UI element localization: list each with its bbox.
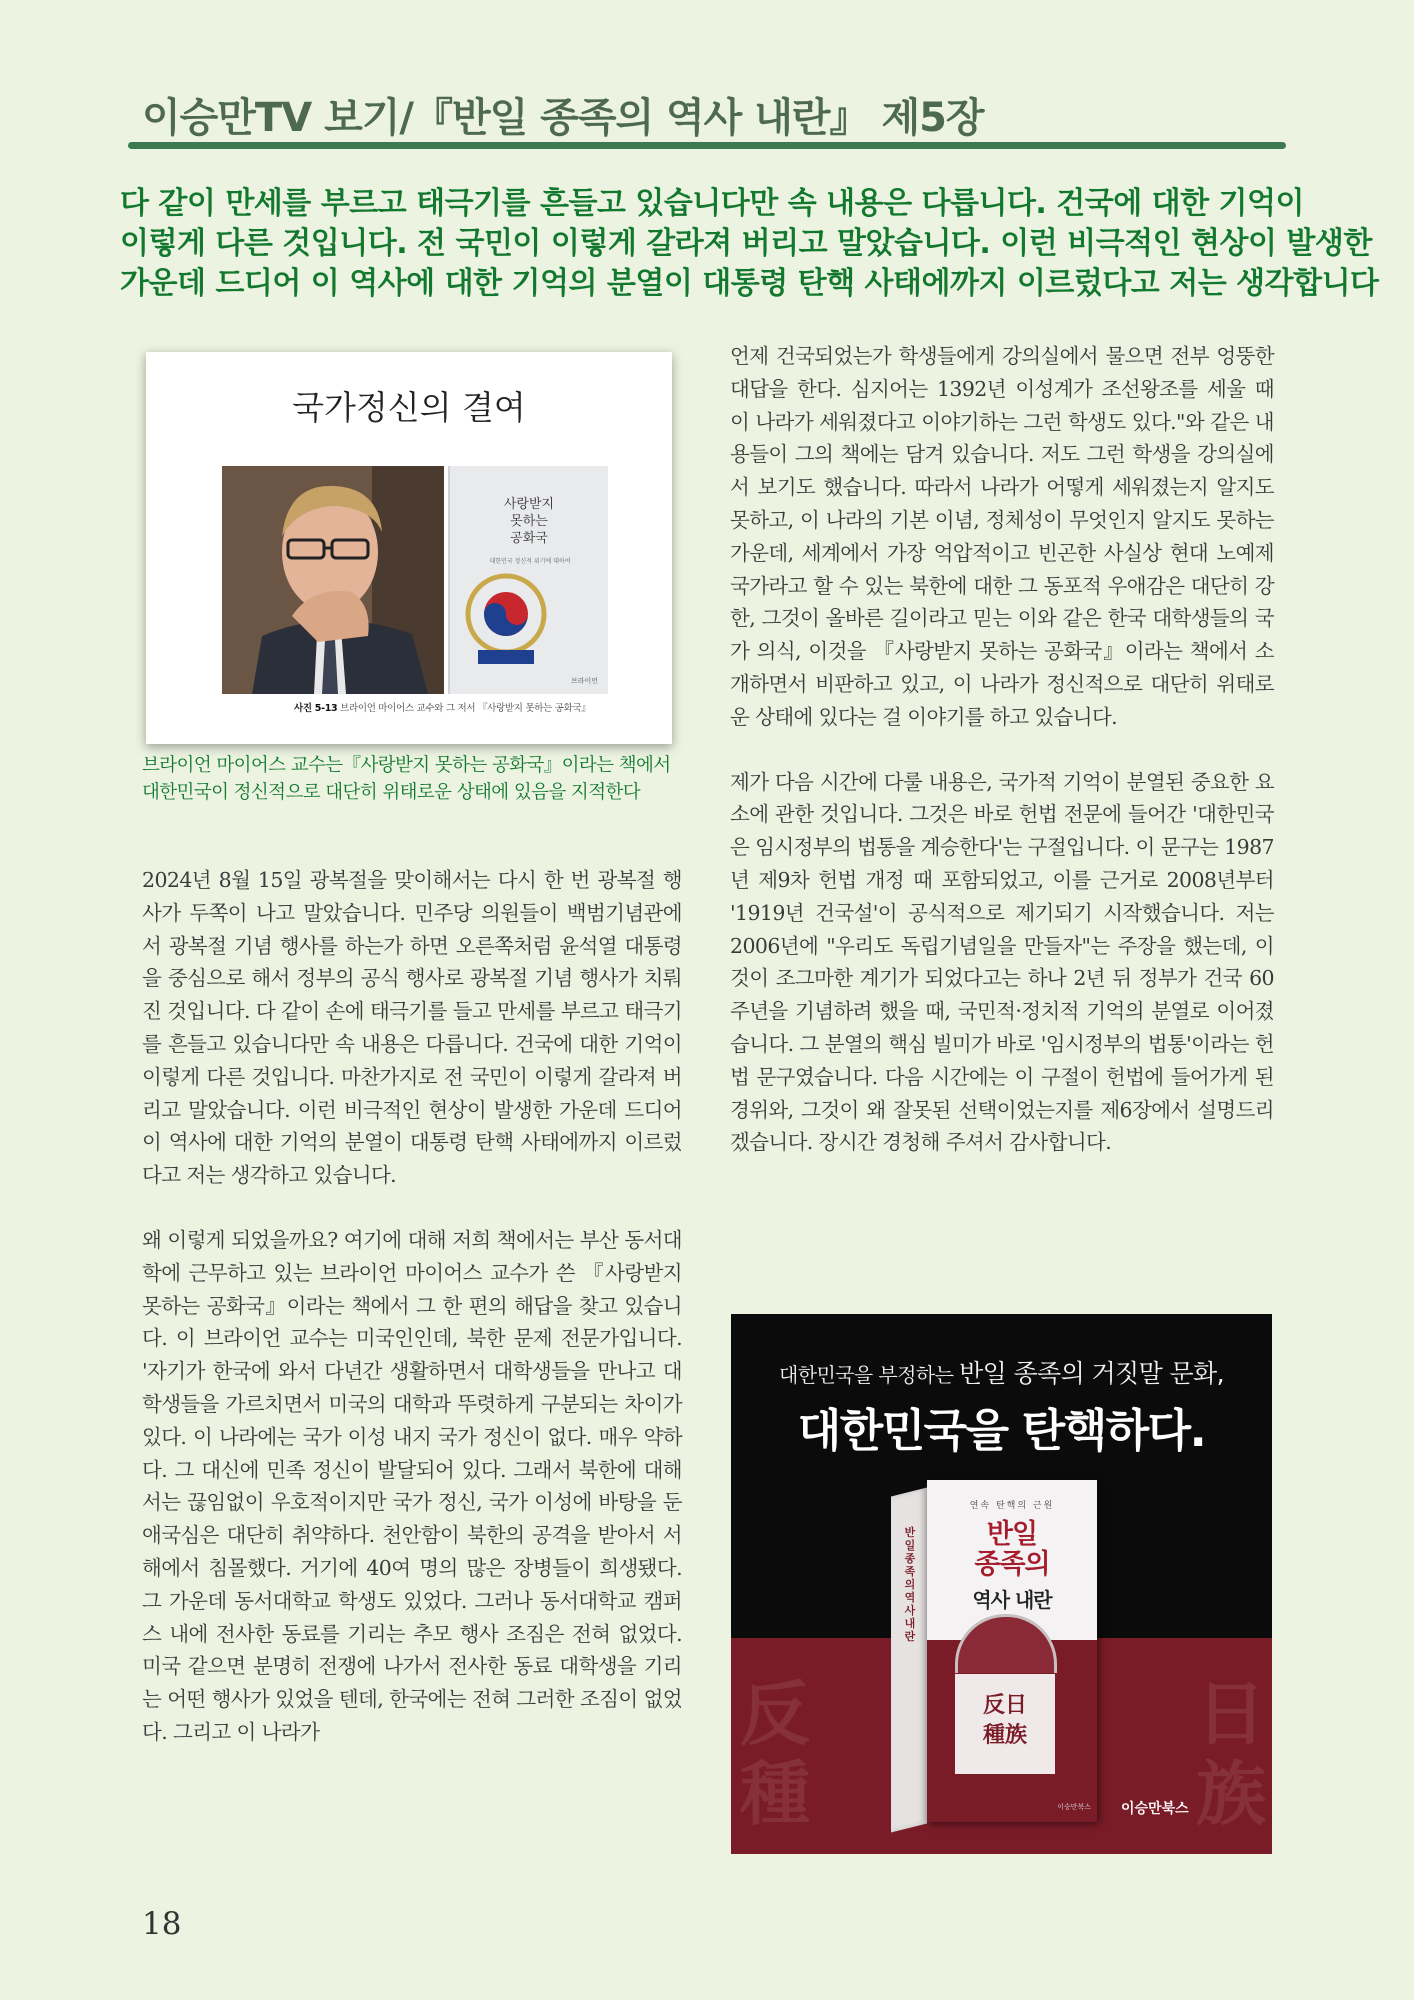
- ad-headline: 대한민국을 탄핵하다.: [797, 1404, 1206, 1457]
- left-column: [142, 864, 682, 1749]
- book-thumb-subtitle: 대한민국 정신적 위기에 대하여: [489, 558, 571, 565]
- ad-book-cover: [927, 1480, 1097, 1822]
- page-header-title: 이승만TV 보기/『반일 종족의 역사 내란』 제5장: [142, 95, 984, 141]
- header-divider: [128, 142, 1286, 149]
- body-paragraph: 2024년 8월 15일 광복절을 맞이해서는 다시 한 번 광복절 행사가 두쪽이 나고 말았습니다. 민주당 의원들이 백범기념관에서 광복절 기념 행사를 하는가 하면 오른쪽처럼 윤석열 대통령을 중심으로 해서 정부의 공식 행사로 광복절 기념 행사가 치뤄진 것입니다. 다 같이 손에 태극기를 들고 만세를 부르고 태극기를 흔들고 있습니다만 속 내용은 다릅니다. 건국에 대한 기억이 이렇게 다른 것입니다. 마찬가지로 전 국민이 이렇게 갈라져 버리고 말았습니다. 이런 비극적인 현상이 발생한 가운데 드디어 이 역사에 대한 기억의 분열이 대통령 탄핵 사태에까지 이르렀다고 저는 생각하고 있습니다.: [142, 868, 682, 1188]
- ad-book-series: 연속 탄핵의 근원: [969, 1501, 1055, 1511]
- ad-bg-hanja-right: 日族: [1196, 1672, 1266, 1835]
- ad-tagline-small: 대한민국을 부정하는: [779, 1363, 954, 1387]
- slide-caption-text: 브라이언 마이어스 교수와 그 저서 『사랑받지 못하는 공화국』: [340, 703, 591, 714]
- slide-caption: [294, 700, 654, 714]
- book-thumb-title-line: 못하는: [510, 514, 548, 529]
- slide-title: 국가정신의 결여: [292, 388, 526, 427]
- figure-caption: 브라이언 마이어스 교수는『사랑받지 못하는 공화국』이라는 책에서 대한민국이 정신적으로 대단히 위태로운 상태에 있음을 지적한다: [142, 755, 671, 803]
- ad-tagline-big: 반일 종족의 거짓말 문화,: [959, 1359, 1224, 1388]
- ad-bg-hanja-left: 反種: [740, 1672, 810, 1835]
- body-paragraph: 언제 건국되었는가 학생들에게 강의실에서 물으면 전부 엉뚱한 대답을 한다. 심지어는 1392년 이성계가 조선왕조를 세울 때 이 나라가 세워졌다고 이야기하는 그런 학생도 있다."와 같은 내용들이 그의 책에는 담겨 있습니다. 저도 그런 학생을 강의실에서 보기도 했습니다. 따라서 나라가 어떻게 세워졌는지 알지도 못하고, 이 나라의 기본 이념, 정체성이 무엇인지 알지도 못하는 가운데, 세계에서 가장 억압적이고 빈곤한 사실상 현대 노예제 국가라고 할 수 있는 북한에 대한 그 동포적 우애감은 대단히 강한, 그것이 올바른 길이라고 믿는 이와 같은 한국 대학생들의 국가 의식, 이것을 『사랑받지 못하는 공화국』이라는 책에서 소개하면서 비판하고 있고, 이 나라가 정신적으로 대단히 위태로운 상태에 있다는 걸 이야기를 하고 있습니다.: [730, 344, 1274, 729]
- ad-book-title-line: 반일: [986, 1519, 1038, 1550]
- national-emblem-icon: [456, 564, 556, 674]
- slide-caption-label: 사진 5-13: [294, 703, 338, 714]
- portrait-illustration: [222, 466, 444, 694]
- ad-book-hanja-block: 反日 種族: [955, 1674, 1055, 1774]
- lead-line: 이렇게 다른 것입니다. 전 국민이 이렇게 갈라져 버리고 말았습니다. 이런 비극적인 현상이 발생한: [120, 226, 1372, 261]
- book-cover-thumbnail: [448, 466, 608, 694]
- ad-book-publisher-mark: 이승만북스: [1057, 1803, 1091, 1811]
- body-paragraph: 왜 이렇게 되었을까요? 여기에 대해 저희 책에서는 부산 동서대학에 근무하고 있는 브라이언 마이어스 교수가 쓴 『사랑받지 못하는 공화국』이라는 책에서 그 한 편의 해답을 찾고 있습니다. 이 브라이언 교수는 미국인인데, 북한 문제 전문가입니다. '자기가 한국에 와서 다년간 생활하면서 대학생들을 만나고 대학생들을 가르치면서 미국의 대학과 뚜렷하게 구분되는 차이가 있다. 이 나라에는 국가 이성 내지 국가 정신이 없다. 매우 약하다. 그 대신에 민족 정신이 발달되어 있다. 그래서 북한에 대해서는 끊임없이 우호적이지만 국가 정신, 국가 이성에 바탕을 둔 애국심은 대단히 취약하다. 천안함이 북한의 공격을 받아서 서해에서 침몰했다. 거기에 40여 명의 많은 장병들이 희생됐다. 그 가운데 동서대학교 학생도 있었다. 그러나 동서대학교 캠퍼스 내에 전사한 동료를 기리는 추모 행사 조짐은 전혀 없었다. 미국 같으면 분명히 전쟁에 나가서 전사한 동료 대학생을 기리는 어떤 행사가 있었을 텐데, 한국에는 전혀 그러한 조짐이 없었다. 그리고 이 나라가: [142, 1227, 682, 1744]
- book-thumb-title-line: 공화국: [510, 531, 548, 546]
- book-advertisement: [731, 1314, 1272, 1854]
- ad-book-title-line: 종족의: [974, 1549, 1050, 1580]
- book-thumb-author: 브라이언: [570, 677, 598, 685]
- ad-publisher: 이승만북스: [1121, 1801, 1189, 1817]
- book-thumb-title-line: 사랑받지: [503, 497, 555, 512]
- ad-book-title-line: 역사 내란: [972, 1588, 1052, 1612]
- portrait-photo: [222, 466, 444, 694]
- page-number: 18: [142, 1906, 182, 1942]
- ad-book-title: [937, 1520, 1087, 1580]
- lead-line: 다 같이 만세를 부르고 태극기를 흔들고 있습니다만 속 내용은 다릅니다. 건국에 대한 기억이: [120, 186, 1304, 221]
- ad-book-spine-text: 반일종족의 역사내란: [904, 1526, 916, 1643]
- ad-book-dome-graphic: [955, 1614, 1057, 1673]
- body-paragraph: 제가 다음 시간에 다룰 내용은, 국가적 기억이 분열된 중요한 요소에 관한 것입니다. 그것은 바로 헌법 전문에 들어간 '대한민국은 임시정부의 법통을 계승한다'는 구절입니다. 이 문구는 1987년 제9차 헌법 개정 때 포함되었고, 이를 근거로 2008년부터 '1919년 건국설'이 공식적으로 제기되기 시작했습니다. 저는 2006년에 "우리도 독립기념일을 만들자"는 주장을 했는데, 이것이 조그마한 계기가 되었다고는 하나 2년 뒤 정부가 건국 60주년을 기념하려 했을 때, 국민적·정치적 기억의 분열로 이어졌습니다. 그 분열의 핵심 빌미가 바로 '임시정부의 법통'이라는 헌법 문구였습니다. 다음 시간에는 이 구절이 헌법에 들어가게 된 경위와, 그것이 왜 잘못된 선택이었는지를 제6장에서 설명드리겠습니다. 장시간 경청해 주셔서 감사합니다.: [730, 769, 1274, 1155]
- slide-figure: [146, 352, 672, 744]
- ad-tagline: [731, 1354, 1272, 1390]
- lead-line: 가운데 드디어 이 역사에 대한 기억의 분열이 대통령 탄핵 사태에까지 이르렀다고 저는 생각합니다: [120, 266, 1379, 301]
- lead-quote: [120, 184, 1379, 304]
- right-column: [730, 340, 1274, 1159]
- book-thumb-title: [450, 496, 608, 547]
